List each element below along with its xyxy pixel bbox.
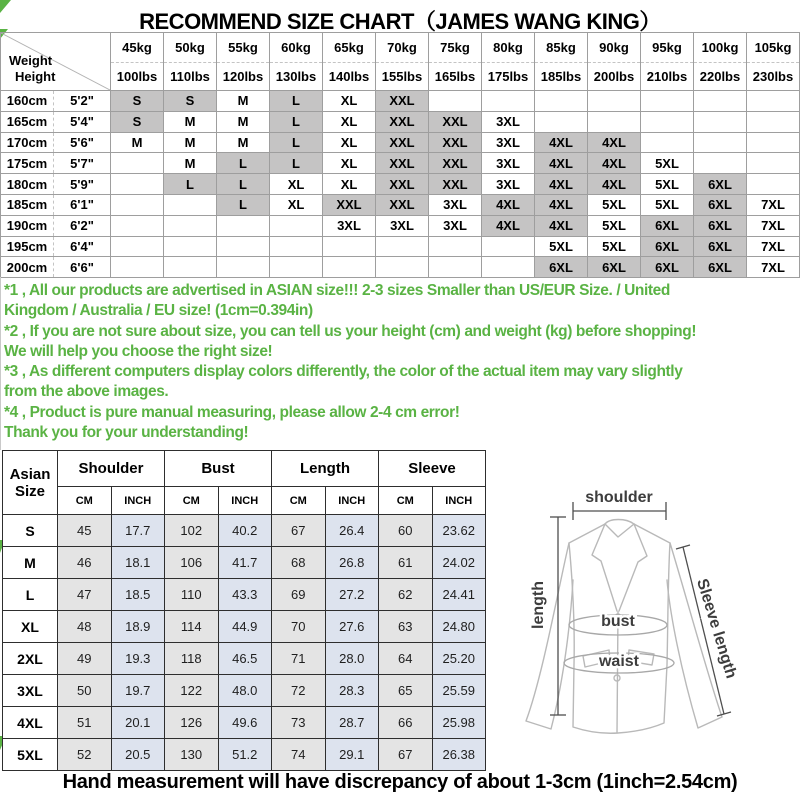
size-cell: L [270, 132, 323, 153]
measure-cell: 19.3 [111, 643, 165, 675]
size-cell [482, 91, 535, 112]
measure-cell: 71 [272, 643, 326, 675]
measure-cell: 61 [379, 547, 433, 579]
size-cell: L [217, 174, 270, 195]
size-cell [747, 91, 800, 112]
size-cell: M [164, 132, 217, 153]
cm-subheader: CM [58, 487, 112, 515]
size-label: M [3, 547, 58, 579]
measure-cell: 25.59 [432, 675, 486, 707]
size-label: L [3, 579, 58, 611]
measure-cell: 23.62 [432, 515, 486, 547]
size-cell: 5XL [535, 236, 588, 257]
weight-kg-header: 70kg [376, 33, 429, 63]
size-cell: L [270, 91, 323, 112]
size-cell: L [270, 153, 323, 174]
asian-size-line1: Asian [9, 465, 51, 483]
size-cell: XXL [376, 111, 429, 132]
size-cell: 7XL [747, 236, 800, 257]
size-cell: 4XL [482, 215, 535, 236]
size-cell: 7XL [747, 257, 800, 278]
weight-kg-header: 80kg [482, 33, 535, 63]
size-cell: L [164, 174, 217, 195]
measure-cell: 26.38 [432, 739, 486, 771]
size-cell [747, 132, 800, 153]
measure-cell: 20.1 [111, 707, 165, 739]
height-ft-header: 5'4" [54, 111, 111, 132]
weight-lbs-header: 155lbs [376, 63, 429, 91]
weight-kg-header: 85kg [535, 33, 588, 63]
size-cell: L [270, 111, 323, 132]
size-cell: 4XL [588, 153, 641, 174]
size-cell: XL [323, 174, 376, 195]
size-cell: 6XL [694, 174, 747, 195]
measure-cell: 47 [58, 579, 112, 611]
size-cell: 4XL [535, 215, 588, 236]
size-cell: 5XL [588, 215, 641, 236]
size-cell: S [164, 91, 217, 112]
size-cell: M [217, 91, 270, 112]
measure-cell: 63 [379, 611, 433, 643]
measure-cell: 48 [58, 611, 112, 643]
size-cell [111, 215, 164, 236]
measure-cell: 73 [272, 707, 326, 739]
size-cell: 5XL [588, 236, 641, 257]
size-label: 5XL [3, 739, 58, 771]
size-cell [694, 132, 747, 153]
measure-cell: 67 [379, 739, 433, 771]
measure-cell: 27.6 [325, 611, 379, 643]
measure-cell: 27.2 [325, 579, 379, 611]
size-cell: S [111, 91, 164, 112]
measure-cell: 52 [58, 739, 112, 771]
measure-cell: 43.3 [218, 579, 272, 611]
size-cell: XXL [323, 194, 376, 215]
measure-cell: 51 [58, 707, 112, 739]
measure-cell: 19.7 [111, 675, 165, 707]
weight-kg-header: 75kg [429, 33, 482, 63]
jacket-measurement-diagram [505, 450, 800, 780]
asian-size-line2: Size [14, 482, 45, 500]
size-cell: L [217, 153, 270, 174]
size-cell: XXL [376, 194, 429, 215]
size-cell: 6XL [535, 257, 588, 278]
size-cell: M [164, 111, 217, 132]
measure-cell: 25.20 [432, 643, 486, 675]
size-cell [588, 91, 641, 112]
size-cell [111, 174, 164, 195]
size-cell [323, 236, 376, 257]
size-cell [694, 91, 747, 112]
weight-height-corner [1, 33, 111, 91]
measure-cell: 122 [165, 675, 219, 707]
size-matrix-table [0, 32, 800, 278]
measure-cell: 118 [165, 643, 219, 675]
size-cell [482, 257, 535, 278]
size-cell [217, 236, 270, 257]
size-cell: 3XL [482, 174, 535, 195]
page-title: RECOMMEND SIZE CHART（JAMES WANG KING） [139, 9, 661, 34]
size-cell [694, 153, 747, 174]
measure-cell: 18.1 [111, 547, 165, 579]
size-cell [641, 111, 694, 132]
size-cell: 6XL [588, 257, 641, 278]
waist-label: waist [598, 653, 640, 670]
weight-lbs-header: 210lbs [641, 63, 694, 91]
size-cell: 4XL [535, 132, 588, 153]
measurement-table [2, 450, 486, 771]
size-cell: 7XL [747, 194, 800, 215]
height-cm-header: 190cm [1, 215, 54, 236]
size-cell: 4XL [535, 194, 588, 215]
measure-cell: 41.7 [218, 547, 272, 579]
size-cell [747, 153, 800, 174]
size-cell [429, 236, 482, 257]
note-line-6: from the above images. [4, 383, 169, 401]
measure-group-header: Length [272, 451, 379, 487]
height-ft-header: 5'2" [54, 91, 111, 112]
height-ft-header: 6'4" [54, 236, 111, 257]
left-grid-line [0, 277, 1, 450]
note-line-2: Kingdom / Australia / EU size! (1cm=0.394in) [4, 302, 313, 320]
height-cm-header: 185cm [1, 194, 54, 215]
shoulder-label: shoulder [585, 489, 653, 506]
size-cell: 3XL [482, 153, 535, 174]
size-cell: 4XL [535, 174, 588, 195]
measure-cell: 28.0 [325, 643, 379, 675]
size-cell: S [111, 111, 164, 132]
corner-height-label: Height [15, 69, 56, 84]
measure-cell: 110 [165, 579, 219, 611]
measure-cell: 26.8 [325, 547, 379, 579]
weight-kg-header: 65kg [323, 33, 376, 63]
size-cell: 7XL [747, 215, 800, 236]
height-cm-header: 200cm [1, 257, 54, 278]
measure-cell: 46 [58, 547, 112, 579]
height-cm-header: 175cm [1, 153, 54, 174]
size-cell: 5XL [641, 153, 694, 174]
measure-group-header: Shoulder [58, 451, 165, 487]
size-cell [641, 91, 694, 112]
size-cell: 6XL [641, 236, 694, 257]
weight-lbs-header: 220lbs [694, 63, 747, 91]
measure-cell: 28.7 [325, 707, 379, 739]
size-cell: 4XL [588, 174, 641, 195]
corner-weight-label: Weight [9, 53, 53, 68]
asian-size-corner [3, 451, 58, 515]
size-cell: 6XL [641, 215, 694, 236]
cm-subheader: CM [379, 487, 433, 515]
size-cell: XXL [429, 174, 482, 195]
height-row [1, 174, 800, 195]
measure-cell: 51.2 [218, 739, 272, 771]
weight-lbs-header: 230lbs [747, 63, 800, 91]
height-row [1, 194, 800, 215]
size-cell: 3XL [482, 132, 535, 153]
size-cell [111, 194, 164, 215]
size-cell [429, 257, 482, 278]
sleeve-length-label: Sleeve length [693, 576, 740, 681]
size-cell: M [164, 153, 217, 174]
weight-lbs-header: 140lbs [323, 63, 376, 91]
measure-cell: 69 [272, 579, 326, 611]
size-cell: XL [270, 194, 323, 215]
size-cell [217, 257, 270, 278]
measure-cell: 68 [272, 547, 326, 579]
size-cell: 3XL [323, 215, 376, 236]
measure-cell: 18.9 [111, 611, 165, 643]
size-cell: XXL [429, 132, 482, 153]
height-row [1, 257, 800, 278]
measure-row [3, 643, 486, 675]
weight-kg-header: 50kg [164, 33, 217, 63]
size-cell: M [111, 132, 164, 153]
size-cell: XL [323, 153, 376, 174]
measure-group-header: Bust [165, 451, 272, 487]
weight-lbs-header: 200lbs [588, 63, 641, 91]
size-label: 2XL [3, 643, 58, 675]
measure-cell: 126 [165, 707, 219, 739]
height-cm-header: 165cm [1, 111, 54, 132]
size-label: S [3, 515, 58, 547]
measure-cell: 45 [58, 515, 112, 547]
measure-row [3, 739, 486, 771]
measure-cell: 20.5 [111, 739, 165, 771]
measure-row [3, 675, 486, 707]
footer-note: Hand measurement will have discrepancy of about 1-3cm (1inch=2.54cm) [62, 771, 738, 793]
weight-kg-header: 95kg [641, 33, 694, 63]
weight-lbs-header: 185lbs [535, 63, 588, 91]
notes-block [4, 281, 800, 443]
size-cell [482, 236, 535, 257]
length-label: length [530, 581, 547, 629]
size-cell [270, 215, 323, 236]
weight-lbs-header: 110lbs [164, 63, 217, 91]
size-cell [164, 215, 217, 236]
height-row [1, 215, 800, 236]
size-cell [270, 257, 323, 278]
measure-cell: 17.7 [111, 515, 165, 547]
measure-cell: 106 [165, 547, 219, 579]
weight-kg-header: 105kg [747, 33, 800, 63]
height-row [1, 153, 800, 174]
height-cm-header: 160cm [1, 91, 54, 112]
measure-cell: 130 [165, 739, 219, 771]
size-cell: XXL [376, 91, 429, 112]
size-cell [376, 236, 429, 257]
note-line-1: *1 , All our products are advertised in ASIAN size!!! 2-3 sizes Smaller than US/EUR Size. / United [4, 282, 670, 299]
measure-cell: 60 [379, 515, 433, 547]
size-label: XL [3, 611, 58, 643]
measure-cell: 62 [379, 579, 433, 611]
weight-lbs-header: 130lbs [270, 63, 323, 91]
measure-cell: 44.9 [218, 611, 272, 643]
size-cell: XXL [429, 153, 482, 174]
height-row [1, 111, 800, 132]
weight-lbs-header: 175lbs [482, 63, 535, 91]
note-line-3: *2 , If you are not sure about size, you can tell us your height (cm) and weight (kg) before shopping! [4, 322, 697, 340]
measure-row [3, 547, 486, 579]
size-cell: XXL [376, 153, 429, 174]
size-cell: XL [323, 111, 376, 132]
size-cell: XL [270, 174, 323, 195]
note-line-4: We will help you choose the right size! [4, 342, 273, 360]
size-cell: XXL [429, 111, 482, 132]
height-ft-header: 5'6" [54, 132, 111, 153]
measure-row [3, 515, 486, 547]
size-cell [111, 257, 164, 278]
weight-kg-header: 55kg [217, 33, 270, 63]
height-ft-header: 6'2" [54, 215, 111, 236]
size-cell: XXL [376, 132, 429, 153]
inch-subheader: INCH [218, 487, 272, 515]
measure-row [3, 611, 486, 643]
size-cell [694, 111, 747, 132]
size-cell [588, 111, 641, 132]
measure-cell: 66 [379, 707, 433, 739]
size-cell: XL [323, 132, 376, 153]
cm-subheader: CM [165, 487, 219, 515]
measure-cell: 24.02 [432, 547, 486, 579]
size-cell: 4XL [535, 153, 588, 174]
size-label: 3XL [3, 675, 58, 707]
size-cell [535, 91, 588, 112]
measure-cell: 114 [165, 611, 219, 643]
measure-cell: 28.3 [325, 675, 379, 707]
size-cell: XL [323, 91, 376, 112]
measure-cell: 102 [165, 515, 219, 547]
size-cell: 5XL [641, 194, 694, 215]
size-cell [164, 257, 217, 278]
note-line-7: *4 , Product is pure manual measuring, please allow 2-4 cm error! [4, 403, 460, 421]
weight-kg-header: 90kg [588, 33, 641, 63]
size-cell [164, 194, 217, 215]
note-line-8: Thank you for your understanding! [4, 424, 249, 442]
height-row [1, 91, 800, 112]
size-cell: 3XL [429, 194, 482, 215]
size-cell [641, 132, 694, 153]
measure-cell: 48.0 [218, 675, 272, 707]
size-cell [747, 174, 800, 195]
size-label: 4XL [3, 707, 58, 739]
size-cell: XXL [376, 174, 429, 195]
size-cell [747, 111, 800, 132]
measure-cell: 65 [379, 675, 433, 707]
size-cell: 5XL [588, 194, 641, 215]
size-cell: 3XL [376, 215, 429, 236]
measure-cell: 18.5 [111, 579, 165, 611]
size-cell: M [217, 111, 270, 132]
size-cell [164, 236, 217, 257]
size-cell [429, 91, 482, 112]
bust-label: bust [601, 613, 635, 630]
cm-subheader: CM [272, 487, 326, 515]
height-ft-header: 6'1" [54, 194, 111, 215]
measure-cell: 50 [58, 675, 112, 707]
size-cell: 5XL [641, 174, 694, 195]
height-ft-header: 5'7" [54, 153, 111, 174]
size-cell: 3XL [482, 111, 535, 132]
measure-cell: 26.4 [325, 515, 379, 547]
height-ft-header: 6'6" [54, 257, 111, 278]
size-cell: 6XL [694, 236, 747, 257]
size-cell: 6XL [694, 215, 747, 236]
size-cell: 4XL [482, 194, 535, 215]
measure-cell: 46.5 [218, 643, 272, 675]
measure-row [3, 579, 486, 611]
size-cell [535, 111, 588, 132]
height-cm-header: 195cm [1, 236, 54, 257]
weight-lbs-header: 100lbs [111, 63, 164, 91]
inch-subheader: INCH [325, 487, 379, 515]
size-cell [270, 236, 323, 257]
measure-cell: 64 [379, 643, 433, 675]
height-ft-header: 5'9" [54, 174, 111, 195]
height-cm-header: 170cm [1, 132, 54, 153]
inch-subheader: INCH [432, 487, 486, 515]
size-cell: 6XL [694, 194, 747, 215]
measure-cell: 24.41 [432, 579, 486, 611]
note-line-5: *3 , As different computers display colors differently, the color of the actual item may vary slightly [4, 363, 683, 381]
height-row [1, 132, 800, 153]
inch-subheader: INCH [111, 487, 165, 515]
size-cell [111, 236, 164, 257]
size-cell: 3XL [429, 215, 482, 236]
size-cell: M [217, 132, 270, 153]
measure-cell: 74 [272, 739, 326, 771]
height-row [1, 236, 800, 257]
size-cell: 6XL [694, 257, 747, 278]
measure-cell: 29.1 [325, 739, 379, 771]
measure-group-header: Sleeve [379, 451, 486, 487]
size-cell [323, 257, 376, 278]
weight-lbs-header: 120lbs [217, 63, 270, 91]
size-cell [217, 215, 270, 236]
measure-cell: 72 [272, 675, 326, 707]
measure-cell: 25.98 [432, 707, 486, 739]
size-cell: L [217, 194, 270, 215]
measure-cell: 24.80 [432, 611, 486, 643]
weight-lbs-header: 165lbs [429, 63, 482, 91]
size-cell: 6XL [641, 257, 694, 278]
height-cm-header: 180cm [1, 174, 54, 195]
size-cell [376, 257, 429, 278]
length-measure-line [550, 517, 566, 715]
measure-cell: 40.2 [218, 515, 272, 547]
weight-kg-header: 60kg [270, 33, 323, 63]
weight-kg-header: 45kg [111, 33, 164, 63]
weight-kg-header: 100kg [694, 33, 747, 63]
size-cell [111, 153, 164, 174]
measure-cell: 49 [58, 643, 112, 675]
measure-cell: 49.6 [218, 707, 272, 739]
measure-row [3, 707, 486, 739]
size-cell: 4XL [588, 132, 641, 153]
measure-cell: 67 [272, 515, 326, 547]
measure-cell: 70 [272, 611, 326, 643]
